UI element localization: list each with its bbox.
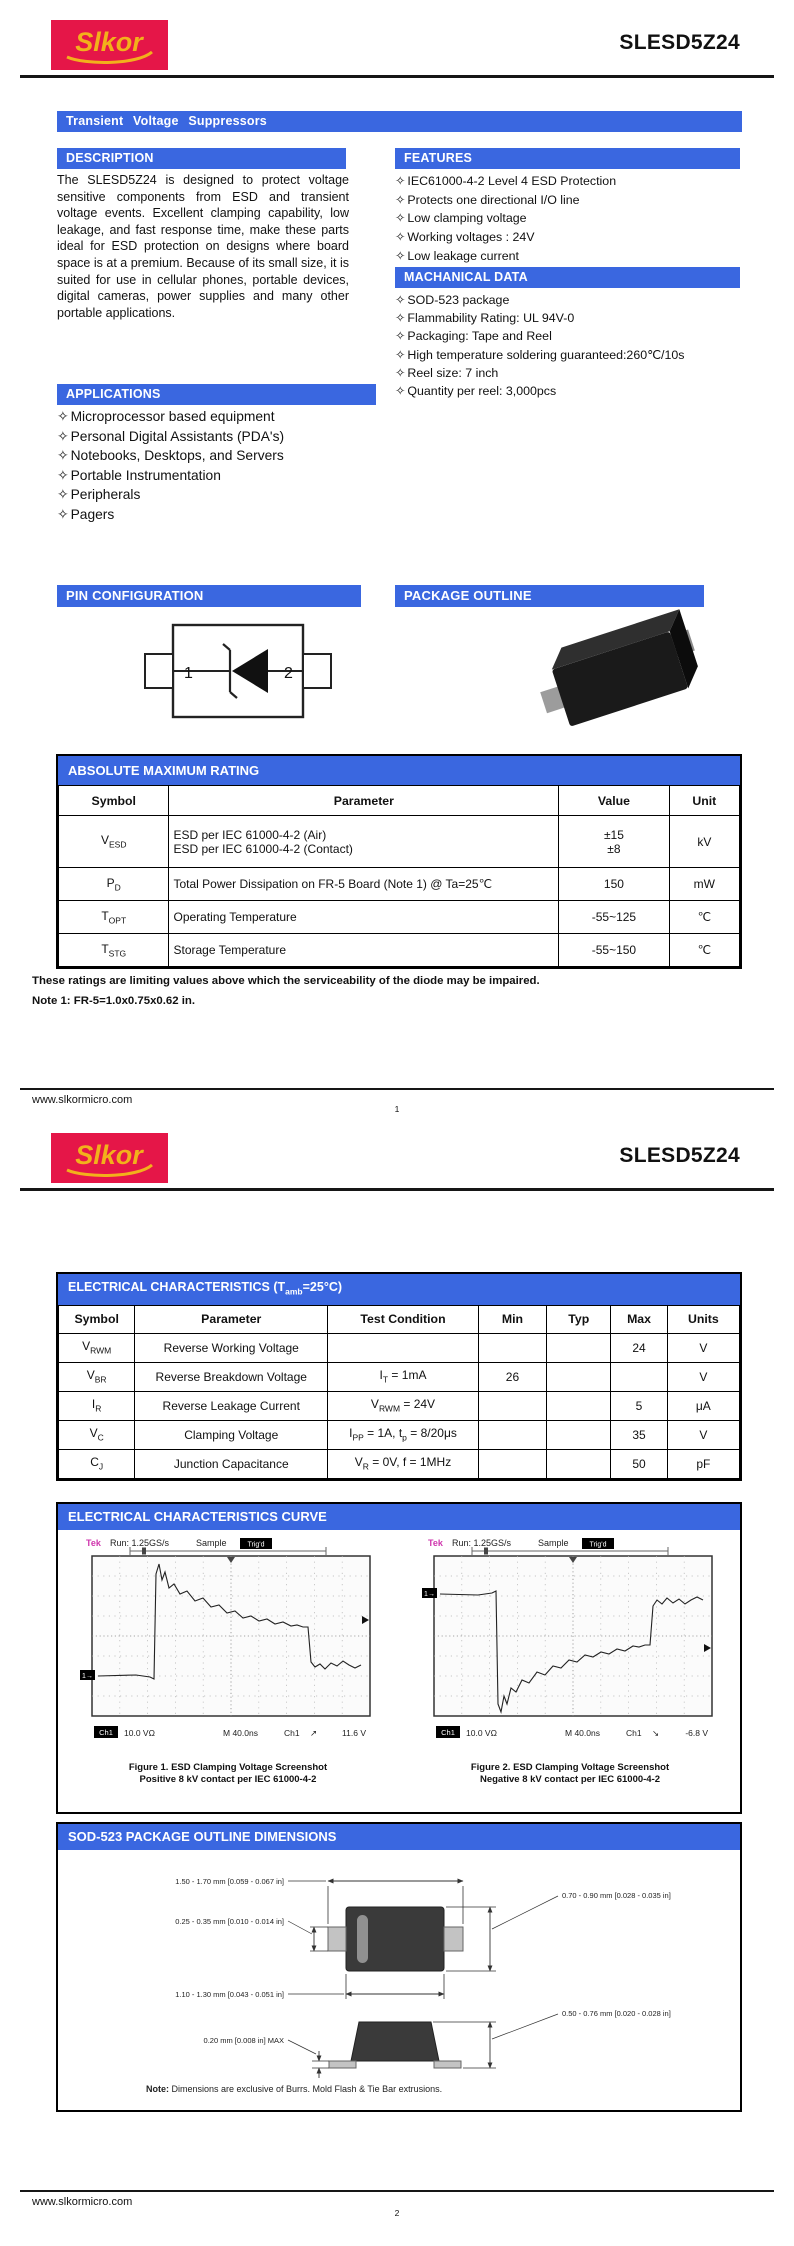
elec-grid: [58, 1305, 740, 1479]
application-item: ✧ Pagers: [57, 506, 115, 522]
feature-item: ✧ Low clamping voltage: [395, 211, 527, 226]
table-header-row: Symbol Parameter Value Unit: [59, 786, 740, 816]
slkor-logo-art: [51, 1133, 168, 1183]
dim-lead-width: 0.25 - 0.35 mm [0.010 - 0.014 in]: [175, 1917, 284, 1926]
table-row: [59, 934, 740, 967]
symbol-cell: $V_{BR}$: [59, 1362, 135, 1391]
parameter-cell: ESD per IEC 61000-4-2 (Air) ESD per IEC 61000-4-2 (Contact): [169, 816, 559, 868]
dim-body-width: 1.10 - 1.30 mm [0.043 - 0.051 in]: [175, 1990, 284, 1999]
channel-badge: Ch1: [99, 1728, 113, 1737]
figure-caption: Figure 2. ESD Clamping Voltage Screenshot Negative 8 kV contact per IEC 61000-4-2: [470, 1762, 670, 1785]
trigd-badge: Trig'd: [589, 1541, 607, 1549]
absolute-maximum-rating-table: [56, 754, 742, 969]
units-cell: V: [667, 1333, 739, 1362]
application-item: ✧ Notebooks, Desktops, and Servers: [57, 448, 284, 464]
diamond-bullet-icon: ✧: [395, 293, 406, 307]
symbol-cell: $C_J$: [59, 1449, 135, 1478]
lead-left: [328, 1927, 346, 1951]
pin-configuration-heading: PIN CONFIGURATION: [57, 585, 361, 607]
symbol-cell: $T_{STG}$: [59, 934, 169, 967]
trigger-edge-icon: ↘: [652, 1728, 660, 1738]
units-cell: μA: [667, 1391, 739, 1420]
package-dimension-drawing: [66, 1854, 726, 2079]
value-cell: 150: [559, 868, 669, 901]
parameter-cell: Operating Temperature: [169, 901, 559, 934]
condition-cell: $I_{PP} = 1A$, $t_p = 8/20\mu s$: [328, 1420, 479, 1449]
table-header-row: Symbol Parameter Test Condition Min Typ Max Units: [59, 1305, 740, 1333]
parameter-cell: Junction Capacitance: [135, 1449, 328, 1478]
dim-overall-width: 1.50 - 1.70 mm [0.059 - 0.067 in]: [175, 1877, 284, 1886]
parameter-cell: Clamping Voltage: [135, 1420, 328, 1449]
diamond-bullet-icon: ✧: [395, 230, 406, 245]
unit-cell: kV: [669, 816, 739, 868]
units-cell: V: [667, 1420, 739, 1449]
max-cell: 24: [611, 1333, 667, 1362]
application-item: ✧ Microprocessor based equipment: [57, 409, 275, 424]
typ-cell: [547, 1362, 611, 1391]
curves-heading: ELECTRICAL CHARACTERISTICS CURVE: [58, 1504, 740, 1530]
parameter-cell: Reverse Working Voltage: [135, 1333, 328, 1362]
features-heading: FEATURES: [395, 148, 740, 169]
parameter-cell: Total Power Dissipation on FR-5 Board (Note 1) @ Ta=25℃: [169, 868, 559, 901]
min-cell: [478, 1420, 546, 1449]
dim-body-height: 0.70 - 0.90 mm [0.028 - 0.035 in]: [562, 1891, 671, 1900]
package-outline-heading: PACKAGE OUTLINE: [395, 585, 704, 607]
page-number: 1: [394, 1104, 400, 1114]
scope-sample: Sample: [196, 1538, 227, 1548]
header-rule: [20, 1188, 774, 1191]
channel-marker: 1→: [82, 1673, 93, 1680]
table-row: [59, 901, 740, 934]
figure-2: [420, 1536, 720, 1786]
pin1-label: 1: [184, 665, 193, 682]
mechanical-item: ✧ Reel size: 7 inch: [395, 365, 499, 380]
mechanical-heading: MACHANICAL DATA: [395, 267, 740, 288]
electrical-characteristics-table: [56, 1272, 742, 1481]
diamond-bullet-icon: ✧: [395, 192, 406, 207]
applications-heading: APPLICATIONS: [57, 384, 376, 405]
slkor-logo: [51, 20, 168, 70]
units-cell: V: [667, 1362, 739, 1391]
scope-brand: Tek: [86, 1538, 101, 1548]
table-row: [59, 1420, 740, 1449]
symbol-cell: $I_R$: [59, 1391, 135, 1420]
footer-url: www.slkormicro.com: [32, 1094, 133, 1106]
typ-cell: [547, 1449, 611, 1478]
lead-right-side: [434, 2061, 461, 2068]
max-cell: 5: [611, 1391, 667, 1420]
logo-text: Slkor: [75, 27, 143, 57]
dim-lead-thickness: 0.20 mm [0.008 in] MAX: [203, 2036, 284, 2045]
diamond-bullet-icon: ✧: [57, 467, 69, 483]
typ-cell: [547, 1420, 611, 1449]
feature-item: ✧ Working voltages : 24V: [395, 230, 535, 245]
min-cell: [478, 1449, 546, 1478]
lead-left-side: [329, 2061, 356, 2068]
trigger-level: -6.8 V: [685, 1728, 708, 1738]
trigger-edge-icon: ↗: [310, 1728, 318, 1738]
table-row: [59, 1333, 740, 1362]
value-cell: -55~150: [559, 934, 669, 967]
diamond-bullet-icon: ✧: [57, 448, 69, 464]
diamond-bullet-icon: ✧: [395, 329, 406, 344]
condition-cell: [328, 1333, 479, 1362]
abs-max-grid: [58, 785, 740, 967]
body-side-view: [351, 2022, 439, 2061]
oscilloscope-screenshot-positive: [78, 1536, 378, 1754]
max-cell: 50: [611, 1449, 667, 1478]
features-list: [395, 172, 740, 266]
typ-cell: [547, 1391, 611, 1420]
figure-caption: Figure 1. ESD Clamping Voltage Screenshot Positive 8 kV contact per IEC 61000-4-2: [128, 1762, 328, 1785]
mechanical-item: ✧ High temperature soldering guaranteed:260℃/10s: [395, 347, 685, 362]
curves-section: [56, 1502, 742, 1814]
header-rule: [20, 75, 774, 78]
footer-rule: [20, 1088, 774, 1090]
logo-text: Slkor: [75, 1140, 143, 1170]
lead-right: [444, 1927, 463, 1951]
diamond-bullet-icon: ✧: [395, 211, 406, 226]
page-title: SLESD5Z24: [619, 31, 740, 54]
volts-per-div: 10.0 VΩ: [124, 1728, 155, 1738]
application-item: ✧ Portable Instrumentation: [57, 467, 221, 483]
condition-cell: $I_T = 1mA$: [328, 1362, 479, 1391]
diamond-bullet-icon: ✧: [395, 311, 406, 326]
condition-cell: $V_R = 0V$, f = 1MHz: [328, 1449, 479, 1478]
footer-rule: [20, 2190, 774, 2192]
table-row: [59, 1449, 740, 1478]
elec-heading: ELECTRICAL CHARACTERISTICS $(T_{amb}=25^\circ C)$: [58, 1274, 740, 1305]
units-cell: pF: [667, 1449, 739, 1478]
mechanical-item: ✧ Flammability Rating: UL 94V-0: [395, 311, 575, 326]
symbol-cell: $V_{RWM}$: [59, 1333, 135, 1362]
volts-per-div: 10.0 VΩ: [466, 1728, 497, 1738]
min-cell: [478, 1333, 546, 1362]
dims-heading: SOD-523 PACKAGE OUTLINE DIMENSIONS: [58, 1824, 740, 1850]
trigger-level: 11.6 V: [342, 1728, 366, 1738]
symbol-cell: $V_C$: [59, 1420, 135, 1449]
application-item: ✧ Personal Digital Assistants (PDA's): [57, 428, 285, 444]
diamond-bullet-icon: ✧: [57, 487, 69, 503]
min-cell: [478, 1391, 546, 1420]
slkor-logo: [51, 1133, 168, 1183]
feature-item: ✧ IEC61000-4-2 Level 4 ESD Protection: [395, 174, 617, 188]
page-number: 2: [394, 2208, 400, 2218]
timebase: M 40.0ns: [565, 1728, 600, 1738]
oscilloscope-screenshot-negative: [420, 1536, 720, 1754]
diamond-bullet-icon: ✧: [395, 365, 406, 380]
min-cell: 26: [478, 1362, 546, 1391]
parameter-cell: Reverse Breakdown Voltage: [135, 1362, 328, 1391]
dims-note: Note: Dimensions are exclusive of Burrs. Mold Flash & Tie Bar extrusions.: [146, 2084, 443, 2094]
slkor-logo-art: [51, 20, 168, 70]
diode-symbol-drawing: [128, 620, 348, 725]
description-heading: DESCRIPTION: [57, 148, 346, 169]
symbol-cell: $T_{OPT}$: [59, 901, 169, 934]
application-item: ✧ Peripherals: [57, 487, 141, 503]
diamond-bullet-icon: ✧: [57, 506, 69, 522]
condition-cell: $V_{RWM} = 24V$: [328, 1391, 479, 1420]
polarity-band: [357, 1915, 368, 1963]
scope-brand: Tek: [428, 1538, 443, 1548]
unit-cell: mW: [669, 868, 739, 901]
title-banner: Transient Voltage Suppressors: [57, 111, 742, 132]
feature-item: ✧ Protects one directional I/O line: [395, 192, 580, 207]
unit-cell: ℃: [669, 901, 739, 934]
parameter-cell: Reverse Leakage Current: [135, 1391, 328, 1420]
package-dimensions-section: [56, 1822, 742, 2112]
symbol-cell: $V_{ESD}$: [59, 816, 169, 868]
mechanical-item: ✧ Quantity per reel: 3,000pcs: [395, 384, 557, 399]
value-cell: ±15 ±8: [559, 816, 669, 868]
trigger-source: Ch1: [284, 1728, 300, 1738]
scope-sample: Sample: [538, 1538, 569, 1548]
mechanical-item: ✧ Packaging: Tape and Reel: [395, 329, 552, 344]
ratings-note: These ratings are limiting values above which the serviceability of the diode may be impaired.: [32, 975, 540, 987]
note-1: Note 1: FR-5=1.0x0.75x0.62 in.: [32, 995, 196, 1007]
footer-url: www.slkormicro.com: [32, 2196, 133, 2208]
symbol-cell: $P_D$: [59, 868, 169, 901]
mechanical-list: [395, 291, 745, 400]
diamond-bullet-icon: ✧: [395, 174, 406, 188]
scope-run: Run: 1.25GS/s: [110, 1538, 170, 1548]
diamond-bullet-icon: ✧: [57, 409, 69, 424]
timebase: M 40.0ns: [223, 1728, 258, 1738]
abs-max-heading: ABSOLUTE MAXIMUM RATING: [58, 756, 740, 785]
channel-badge: Ch1: [441, 1728, 455, 1737]
scope-run: Run: 1.25GS/s: [452, 1538, 512, 1548]
table-row: [59, 816, 740, 868]
unit-cell: ℃: [669, 934, 739, 967]
trigger-source: Ch1: [626, 1728, 642, 1738]
value-cell: -55~125: [559, 901, 669, 934]
diamond-bullet-icon: ✧: [395, 347, 406, 362]
figure-1: [78, 1536, 378, 1786]
pin2-label: 2: [284, 665, 293, 682]
description-body: The SLESD5Z24 is designed to protect voltage sensitive components from ESD and transient voltage events. Excellent clamping capability, low leakage, and fast response time, make these parts ideal for ESD protection on designs where board space is at a premium. Because of its small size, it is suited for use in cellular phones, portable devices, digital cameras, power supplies and many other portable applications.: [57, 173, 349, 320]
parameter-cell: Storage Temperature: [169, 934, 559, 967]
max-cell: [611, 1362, 667, 1391]
trigd-badge: Trig'd: [247, 1541, 265, 1549]
table-row: [59, 1391, 740, 1420]
table-row: [59, 1362, 740, 1391]
applications-list: [57, 407, 387, 525]
feature-item: ✧ Low leakage current: [395, 248, 519, 263]
page-title: SLESD5Z24: [619, 1144, 740, 1167]
channel-marker: 1→: [424, 1591, 435, 1598]
package-3d-image: [520, 607, 720, 747]
mechanical-item: ✧ SOD-523 package: [395, 293, 510, 307]
table-row: [59, 868, 740, 901]
diamond-bullet-icon: ✧: [57, 428, 69, 444]
diamond-bullet-icon: ✧: [395, 248, 406, 263]
dim-total-height: 0.50 - 0.76 mm [0.020 - 0.028 in]: [562, 2009, 671, 2018]
max-cell: 35: [611, 1420, 667, 1449]
typ-cell: [547, 1333, 611, 1362]
diamond-bullet-icon: ✧: [395, 384, 406, 399]
